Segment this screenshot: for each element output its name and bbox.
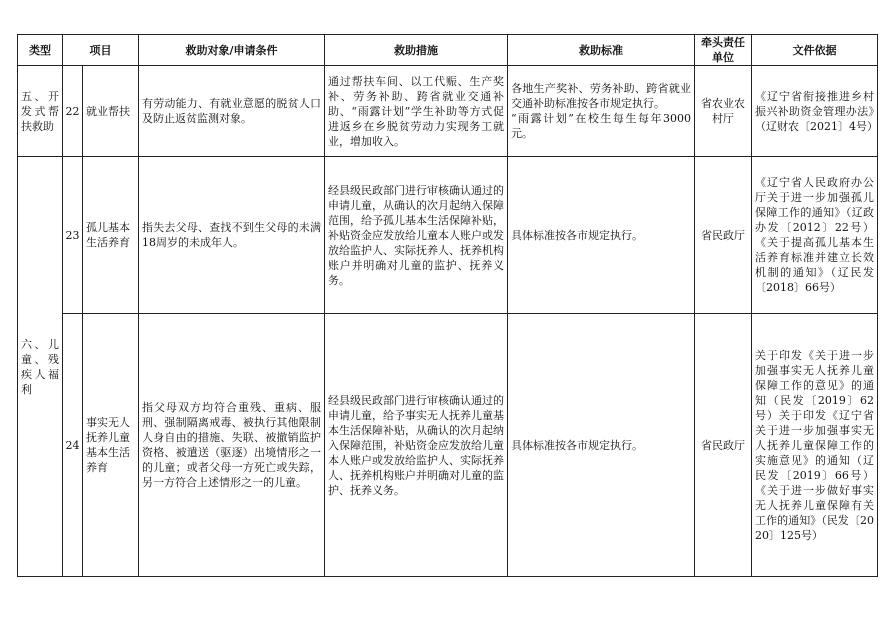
header-item: 项目 [63,35,139,66]
cell-type: 六、儿童、残疾人福利 [18,157,63,577]
header-type: 类型 [18,35,63,66]
cell-unit: 省农业农村厅 [695,66,752,157]
cell-type: 五、开发式帮扶救助 [18,66,63,157]
table-header-row [18,35,878,66]
cell-item: 事实无人抚养儿童基本生活养育 [83,314,139,577]
cell-target: 有劳动能力、有就业意愿的脱贫人口及防止返贫监测对象。 [139,66,325,157]
assistance-table [17,34,878,577]
cell-no: 24 [63,314,83,577]
header-unit: 牵头责任单位 [695,35,752,66]
table-row [18,157,878,314]
cell-target: 指父母双方均符合重残、重病、服刑、强制隔离戒毒、被执行其他限制人身自由的措施、失联、被撤销监护资格、被遣送（驱逐）出境情形之一的儿童；或者父母一方死亡或失踪，另一方符合上述情形之一的儿童。 [139,314,325,577]
cell-measure: 经县级民政部门进行审核确认通过的申请儿童，给予事实无人抚养儿童基本生活保障补贴，从确认的次月起纳入保障范围，补贴资金应发放给儿童本人账户或发放给监护人、实际抚养人、抚养机构账户并明确对儿童的监护、抚养义务。 [325,314,508,577]
cell-basis: 《辽宁省人民政府办公厅关于进一步加强孤儿保障工作的通知》（辽政办发〔2012〕22号）《关于提高孤儿基本生活养育标准并建立长效机制的通知》（辽民发〔2018〕66号） [752,157,878,314]
cell-basis: 《辽宁省衔接推进乡村振兴补助资金管理办法》（辽财农〔2021〕4号） [752,66,878,157]
cell-basis: 关于印发《关于进一步加强事实无人抚养儿童保障工作的意见》的通知（民发〔2019〕62号）关于印发《辽宁省关于进一步加强事实无人抚养儿童保障工作的实施意见》的通知（辽民发〔2019〕66号）《关于进一步做好事实无人抚养儿童保障有关工作的通知》（民发〔2020〕125号） [752,314,878,577]
cell-standard: 具体标准按各市规定执行。 [508,157,695,314]
header-basis: 文件依据 [752,35,878,66]
header-standard: 救助标准 [508,35,695,66]
cell-standard: 具体标准按各市规定执行。 [508,314,695,577]
cell-measure: 经县级民政部门进行审核确认通过的申请儿童，从确认的次月起纳入保障范围，给予孤儿基本生活保障补贴，补贴资金应发放给儿童本人账户或发放给监护人、实际抚养人、抚养机构账户并明确对儿童的监护、抚养义务。 [325,157,508,314]
cell-no: 23 [63,157,83,314]
cell-measure: 通过帮扶车间、以工代赈、生产奖补、劳务补助、跨省就业交通补助、“雨露计划”学生补助等方式促进返乡在乡脱贫劳动力实现务工就业，增加收入。 [325,66,508,157]
cell-unit: 省民政厅 [695,314,752,577]
cell-item: 孤儿基本生活养育 [83,157,139,314]
header-target: 救助对象/申请条件 [139,35,325,66]
cell-standard: 各地生产奖补、劳务补助、跨省就业交通补助标准按各市规定执行。 “雨露计划”在校生每生每年3000元。 [508,66,695,157]
table-row [18,66,878,157]
header-measure: 救助措施 [325,35,508,66]
cell-no: 22 [63,66,83,157]
cell-item: 就业帮扶 [83,66,139,157]
table-row [18,314,878,577]
cell-target: 指失去父母、查找不到生父母的未满18周岁的未成年人。 [139,157,325,314]
cell-unit: 省民政厅 [695,157,752,314]
